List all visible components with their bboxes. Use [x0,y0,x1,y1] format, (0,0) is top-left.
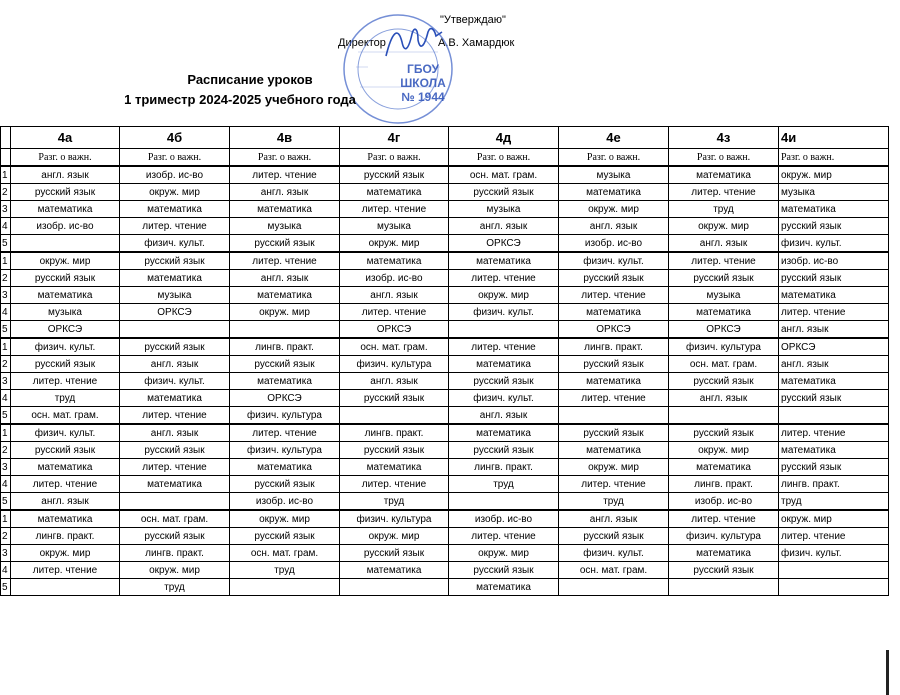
schedule-cell: русский язык [669,562,779,579]
schedule-cell: литер. чтение [120,459,230,476]
schedule-cell: математика [559,184,669,201]
schedule-cell: окруж. мир [779,166,889,184]
lesson-row [1,510,889,528]
schedule-cell [449,321,559,339]
schedule-cell: литер. чтение [449,270,559,287]
schedule-cell: англ. язык [779,321,889,339]
schedule-cell: математика [11,201,120,218]
lesson-row [1,166,889,184]
schedule-cell: русский язык [449,442,559,459]
schedule-cell: физич. культ. [779,545,889,562]
schedule-cell: англ. язык [11,166,120,184]
schedule-cell: музыка [120,287,230,304]
lesson-number: 4 [1,218,11,235]
lesson-number: 3 [1,545,11,562]
schedule-cell: ОРКСЭ [11,321,120,339]
schedule-cell: русский язык [669,373,779,390]
schedule-cell: математика [120,201,230,218]
schedule-cell: математика [340,459,449,476]
schedule-cell: русский язык [559,424,669,442]
lesson-number: 2 [1,356,11,373]
schedule-cell: Разг. о важн. [340,149,449,167]
schedule-cell: физич. культ. [120,235,230,253]
lesson-number [1,149,11,167]
lesson-row [1,218,889,235]
schedule-cell: математика [230,373,340,390]
schedule-cell: математика [120,270,230,287]
lesson-row [1,304,889,321]
schedule-cell [11,579,120,596]
schedule-cell: осн. мат. грам. [559,562,669,579]
corner-cell [1,127,11,149]
schedule-cell: русский язык [340,545,449,562]
schedule-cell: труд [449,476,559,493]
schedule-cell: окруж. мир [669,442,779,459]
schedule-cell: русский язык [340,166,449,184]
schedule-cell: русский язык [779,218,889,235]
schedule-cell: физич. культура [669,528,779,545]
schedule-subtitle: 1 триместр 2024-2025 учебного года [124,92,356,107]
schedule-cell: англ. язык [559,218,669,235]
schedule-cell: математика [559,304,669,321]
schedule-cell: литер. чтение [340,201,449,218]
schedule-cell: Разг. о важн. [120,149,230,167]
schedule-cell: лингв. практ. [340,424,449,442]
lesson-number: 4 [1,390,11,407]
schedule-cell: физич. культ. [120,373,230,390]
lesson-row [1,252,889,270]
lesson-row [1,579,889,596]
lesson-number: 5 [1,321,11,339]
schedule-cell: ОРКСЭ [559,321,669,339]
lesson-row [1,338,889,356]
schedule-cell: труд [11,390,120,407]
lesson-number: 5 [1,407,11,425]
schedule-cell: окруж. мир [449,545,559,562]
schedule-cell [230,321,340,339]
schedule-cell [559,579,669,596]
schedule-cell: изобр. ис-во [120,166,230,184]
lesson-row [1,493,889,511]
schedule-cell: русский язык [669,270,779,287]
schedule-cell [230,579,340,596]
schedule-cell: математика [11,510,120,528]
schedule-cell: окруж. мир [669,218,779,235]
schedule-cell: русский язык [11,442,120,459]
schedule-cell: музыка [449,201,559,218]
schedule-cell: физич. культ. [559,545,669,562]
schedule-cell: англ. язык [11,493,120,511]
schedule-cell [120,321,230,339]
schedule-cell: литер. чтение [669,252,779,270]
schedule-cell: русский язык [340,390,449,407]
schedule-cell: окруж. мир [11,252,120,270]
schedule-cell: математика [669,304,779,321]
schedule-cell: ОРКСЭ [230,390,340,407]
schedule-cell: русский язык [779,270,889,287]
schedule-cell: изобр. ис-во [11,218,120,235]
schedule-cell: русский язык [11,270,120,287]
class-header: 4г [340,127,449,149]
lesson-number: 2 [1,528,11,545]
class-header: 4а [11,127,120,149]
schedule-cell: труд [559,493,669,511]
schedule-cell: труд [230,562,340,579]
schedule-body [1,149,889,596]
schedule-cell: окруж. мир [340,528,449,545]
schedule-cell: русский язык [230,235,340,253]
schedule-cell: физич. культ. [11,424,120,442]
schedule-cell: математика [779,287,889,304]
lesson-row [1,459,889,476]
lesson-row [1,287,889,304]
lesson-row [1,201,889,218]
schedule-cell: математика [230,201,340,218]
schedule-cell: литер. чтение [449,528,559,545]
approval-label: "Утверждаю" [440,14,506,26]
schedule-cell: литер. чтение [340,304,449,321]
lesson-number: 3 [1,459,11,476]
lesson-row [1,442,889,459]
schedule-cell: музыка [11,304,120,321]
schedule-cell: математика [120,390,230,407]
class-header: 4в [230,127,340,149]
lesson-row [1,184,889,201]
schedule-cell: физич. культ. [11,338,120,356]
schedule-cell: ОРКСЭ [779,338,889,356]
schedule-cell: англ. язык [340,373,449,390]
schedule-cell: русский язык [779,459,889,476]
schedule-cell: изобр. ис-во [230,493,340,511]
lesson-number: 1 [1,252,11,270]
schedule-cell: литер. чтение [11,373,120,390]
schedule-cell: русский язык [559,528,669,545]
schedule-cell: русский язык [120,442,230,459]
schedule-cell: математика [669,459,779,476]
schedule-cell [11,235,120,253]
schedule-cell: ОРКСЭ [669,321,779,339]
important-talks-row [1,149,889,167]
schedule-cell: лингв. практ. [559,338,669,356]
schedule-cell: русский язык [559,270,669,287]
schedule-cell: русский язык [449,373,559,390]
schedule-cell: ОРКСЭ [120,304,230,321]
schedule-cell: ОРКСЭ [340,321,449,339]
lesson-number: 5 [1,235,11,253]
schedule-cell: русский язык [120,528,230,545]
schedule-cell: осн. мат. грам. [11,407,120,425]
schedule-cell [779,407,889,425]
schedule-cell: труд [779,493,889,511]
schedule-cell: литер. чтение [11,476,120,493]
schedule-cell [779,579,889,596]
schedule-cell: физич. культура [230,407,340,425]
schedule-cell: изобр. ис-во [559,235,669,253]
lesson-number: 4 [1,304,11,321]
schedule-cell: Разг. о важн. [11,149,120,167]
schedule-cell: осн. мат. грам. [449,166,559,184]
lesson-number: 4 [1,562,11,579]
schedule-cell: русский язык [669,424,779,442]
schedule-cell: русский язык [11,184,120,201]
director-signature [378,22,448,62]
schedule-cell: математика [340,562,449,579]
schedule-cell: Разг. о важн. [779,149,889,167]
schedule-cell: окруж. мир [449,287,559,304]
schedule-cell: литер. чтение [779,424,889,442]
lesson-number: 1 [1,424,11,442]
schedule-cell: русский язык [779,390,889,407]
schedule-cell: русский язык [340,442,449,459]
lesson-number: 3 [1,287,11,304]
schedule-cell: музыка [669,287,779,304]
schedule-cell: англ. язык [230,270,340,287]
schedule-cell: осн. мат. грам. [120,510,230,528]
schedule-cell: математика [11,287,120,304]
lesson-number: 5 [1,493,11,511]
schedule-cell: математика [779,373,889,390]
schedule-cell: русский язык [120,338,230,356]
lesson-row [1,356,889,373]
lesson-number: 3 [1,201,11,218]
schedule-cell: математика [11,459,120,476]
class-header: 4д [449,127,559,149]
class-header: 4е [559,127,669,149]
schedule-cell: физич. культура [230,442,340,459]
schedule-cell: физич. культ. [559,252,669,270]
schedule-cell: окруж. мир [120,184,230,201]
schedule-cell: математика [669,166,779,184]
schedule-cell: математика [449,424,559,442]
schedule-cell: литер. чтение [449,338,559,356]
schedule-cell: окруж. мир [11,545,120,562]
schedule-cell: русский язык [559,356,669,373]
schedule-cell: Разг. о важн. [449,149,559,167]
schedule-cell: англ. язык [340,287,449,304]
lesson-number: 2 [1,184,11,201]
schedule-cell: русский язык [230,528,340,545]
lesson-number: 1 [1,166,11,184]
class-header: 4и [779,127,889,149]
schedule-cell: Разг. о важн. [559,149,669,167]
lesson-number: 1 [1,338,11,356]
schedule-cell: музыка [340,218,449,235]
schedule-cell: Разг. о важн. [230,149,340,167]
schedule-cell: русский язык [449,562,559,579]
schedule-cell: труд [340,493,449,511]
schedule-cell: литер. чтение [779,528,889,545]
schedule-cell: англ. язык [779,356,889,373]
schedule-cell: математика [449,579,559,596]
lesson-number: 5 [1,579,11,596]
schedule-cell: англ. язык [449,218,559,235]
lesson-row [1,545,889,562]
schedule-cell: литер. чтение [230,424,340,442]
schedule-cell [669,407,779,425]
schedule-cell: труд [669,201,779,218]
schedule-cell: литер. чтение [11,562,120,579]
schedule-cell: русский язык [120,252,230,270]
schedule-cell: англ. язык [449,407,559,425]
schedule-cell: литер. чтение [559,476,669,493]
schedule-cell: математика [230,459,340,476]
schedule-cell: окруж. мир [230,304,340,321]
schedule-cell: ОРКСЭ [449,235,559,253]
schedule-cell: литер. чтение [120,218,230,235]
schedule-cell [779,562,889,579]
schedule-cell: литер. чтение [340,476,449,493]
schedule-cell: окруж. мир [230,510,340,528]
schedule-cell [340,407,449,425]
schedule-cell: окруж. мир [340,235,449,253]
schedule-cell: изобр. ис-во [449,510,559,528]
schedule-title: Расписание уроков [187,72,313,87]
schedule-cell: физич. культура [669,338,779,356]
schedule-cell: англ. язык [120,424,230,442]
schedule-cell: окруж. мир [120,562,230,579]
lesson-number: 2 [1,270,11,287]
schedule-cell: математика [120,476,230,493]
schedule-cell [669,579,779,596]
schedule-cell: математика [779,201,889,218]
schedule-cell: литер. чтение [230,166,340,184]
schedule-cell [120,493,230,511]
lesson-number: 1 [1,510,11,528]
schedule-cell: русский язык [11,356,120,373]
schedule-cell: лингв. практ. [669,476,779,493]
schedule-cell [559,407,669,425]
lesson-number: 3 [1,373,11,390]
schedule-cell: лингв. практ. [230,338,340,356]
schedule-cell: русский язык [449,184,559,201]
schedule-cell: изобр. ис-во [669,493,779,511]
lesson-row [1,390,889,407]
schedule-cell: литер. чтение [230,252,340,270]
schedule-cell: литер. чтение [779,304,889,321]
lesson-row [1,407,889,425]
schedule-cell: англ. язык [559,510,669,528]
schedule-cell: лингв. практ. [779,476,889,493]
schedule-cell: физич. культура [340,356,449,373]
schedule-cell: математика [559,373,669,390]
schedule-cell: литер. чтение [559,287,669,304]
schedule-cell: окруж. мир [559,459,669,476]
schedule-cell: русский язык [230,476,340,493]
schedule-cell: математика [669,545,779,562]
schedule-cell: литер. чтение [669,184,779,201]
schedule-cell: математика [449,252,559,270]
schedule-cell: англ. язык [669,235,779,253]
schedule-cell [449,493,559,511]
schedule-cell: англ. язык [230,184,340,201]
schedule-cell: изобр. ис-во [340,270,449,287]
director-label: Директор [338,37,386,49]
director-name: А.В. Хамардюк [438,37,515,49]
lesson-row [1,321,889,339]
schedule-cell: физич. культура [340,510,449,528]
schedule-cell: русский язык [230,356,340,373]
schedule-cell: литер. чтение [669,510,779,528]
schedule-cell: осн. мат. грам. [669,356,779,373]
schedule-cell: физич. культ. [449,304,559,321]
schedule-cell: математика [779,442,889,459]
page-edge-mark [886,650,889,695]
schedule-cell: труд [120,579,230,596]
schedule-cell: англ. язык [120,356,230,373]
class-header-row [1,127,889,149]
lesson-row [1,562,889,579]
schedule-cell: математика [340,184,449,201]
schedule-cell: лингв. практ. [449,459,559,476]
lesson-row [1,424,889,442]
schedule-cell: физич. культ. [449,390,559,407]
lesson-row [1,476,889,493]
schedule-cell: математика [449,356,559,373]
lesson-number: 2 [1,442,11,459]
lesson-number: 4 [1,476,11,493]
schedule-cell [340,579,449,596]
schedule-cell: литер. чтение [120,407,230,425]
schedule-cell: музыка [779,184,889,201]
schedule-cell: математика [340,252,449,270]
schedule-cell: литер. чтение [559,390,669,407]
schedule-table [0,126,889,596]
schedule-cell: окруж. мир [559,201,669,218]
schedule-cell: англ. язык [669,390,779,407]
schedule-cell: математика [559,442,669,459]
lesson-row [1,235,889,253]
schedule-cell: музыка [559,166,669,184]
stamp-text: ГБОУ ШКОЛА № 1944 [400,62,446,104]
schedule-cell: лингв. практ. [120,545,230,562]
schedule-cell: Разг. о важн. [669,149,779,167]
schedule-cell: осн. мат. грам. [230,545,340,562]
schedule-cell: изобр. ис-во [779,252,889,270]
schedule-cell: музыка [230,218,340,235]
schedule-cell: математика [230,287,340,304]
schedule-cell: окруж. мир [779,510,889,528]
class-header: 4б [120,127,230,149]
schedule-cell: осн. мат. грам. [340,338,449,356]
lesson-row [1,528,889,545]
class-header: 4з [669,127,779,149]
lesson-row [1,270,889,287]
schedule-cell: физич. культ. [779,235,889,253]
lesson-row [1,373,889,390]
schedule-cell: лингв. практ. [11,528,120,545]
